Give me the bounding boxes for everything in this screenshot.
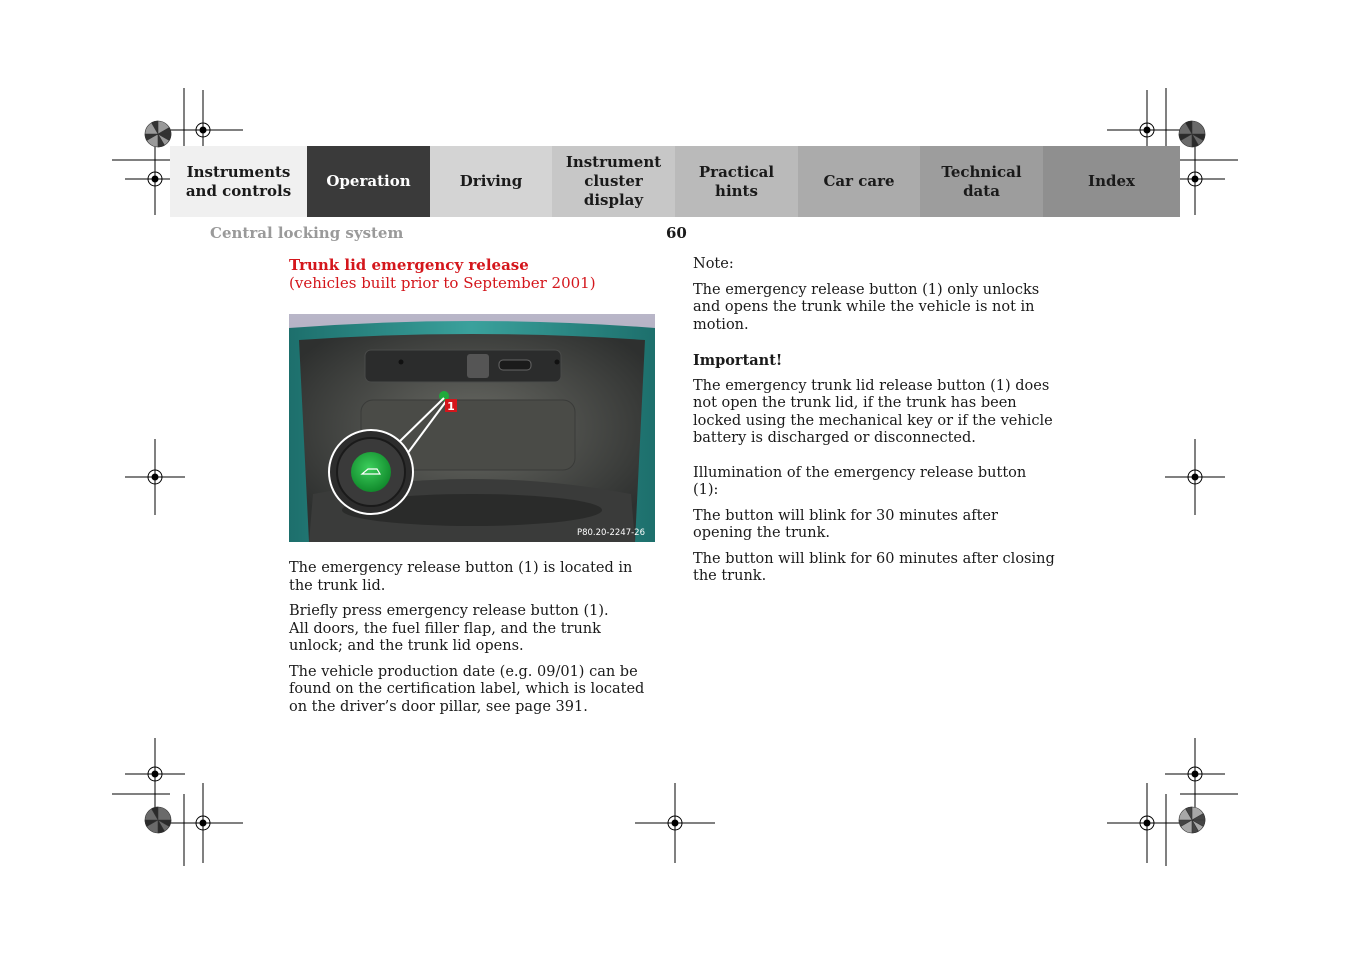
tab-technical-data[interactable]: Technical data — [920, 146, 1043, 217]
heading-title: Trunk lid emergency release — [289, 256, 529, 274]
left-column — [289, 256, 659, 716]
right-column — [693, 256, 1055, 586]
page-number: 60 — [666, 224, 687, 242]
figure-label: P80.20-2247-26 — [576, 528, 645, 538]
important-text: The emergency trunk lid release button (1) does not open the trunk lid, if the trunk has been locked using the mechanical key or if the vehicle battery is discharged or disconnected. — [693, 377, 1053, 446]
tab-operation[interactable]: Operation — [307, 146, 430, 217]
section-title: Central locking system — [210, 224, 404, 242]
tab-practical-hints[interactable]: Practical hints — [675, 146, 798, 217]
tab-car-care[interactable]: Car care — [798, 146, 920, 217]
blink-close-text: The button will blink for 60 minutes after closing the trunk. — [693, 550, 1055, 584]
chapter-tab-bar — [170, 146, 1180, 217]
callout-number: 1 — [447, 400, 455, 413]
paragraph-unlock: All doors, the fuel filler flap, and the trunk unlock; and the trunk lid opens. — [289, 620, 601, 654]
heading-subtitle: (vehicles built prior to September 2001) — [289, 274, 596, 292]
important-label: Important! — [693, 352, 783, 369]
illumination-label: Illumination of the emergency release button (1): — [693, 464, 1027, 498]
tab-driving[interactable]: Driving — [430, 146, 552, 217]
note-text: The emergency release button (1) only unlocks and opens the trunk while the vehicle is not in motion. — [693, 281, 1040, 333]
paragraph-production-date: The vehicle production date (e.g. 09/01) can be found on the certification label, which is located on the driver’s door pillar, see page 391. — [289, 663, 645, 715]
note-label: Note: — [693, 256, 734, 272]
tab-index[interactable]: Index — [1043, 146, 1180, 217]
blink-open-text: The button will blink for 30 minutes after opening the trunk. — [693, 507, 998, 541]
left-body — [289, 560, 659, 716]
tab-instrument-cluster-display[interactable]: Instrument cluster display — [552, 146, 675, 217]
trunk-lid-illustration — [289, 314, 655, 542]
paragraph-press: Briefly press emergency release button (1). — [289, 603, 609, 619]
tab-instruments-and-controls[interactable]: Instruments and controls — [170, 146, 307, 217]
paragraph-location: The emergency release button (1) is located in the trunk lid. — [289, 560, 633, 594]
trunk-lid-drawing — [289, 314, 655, 542]
section-heading — [289, 256, 659, 292]
